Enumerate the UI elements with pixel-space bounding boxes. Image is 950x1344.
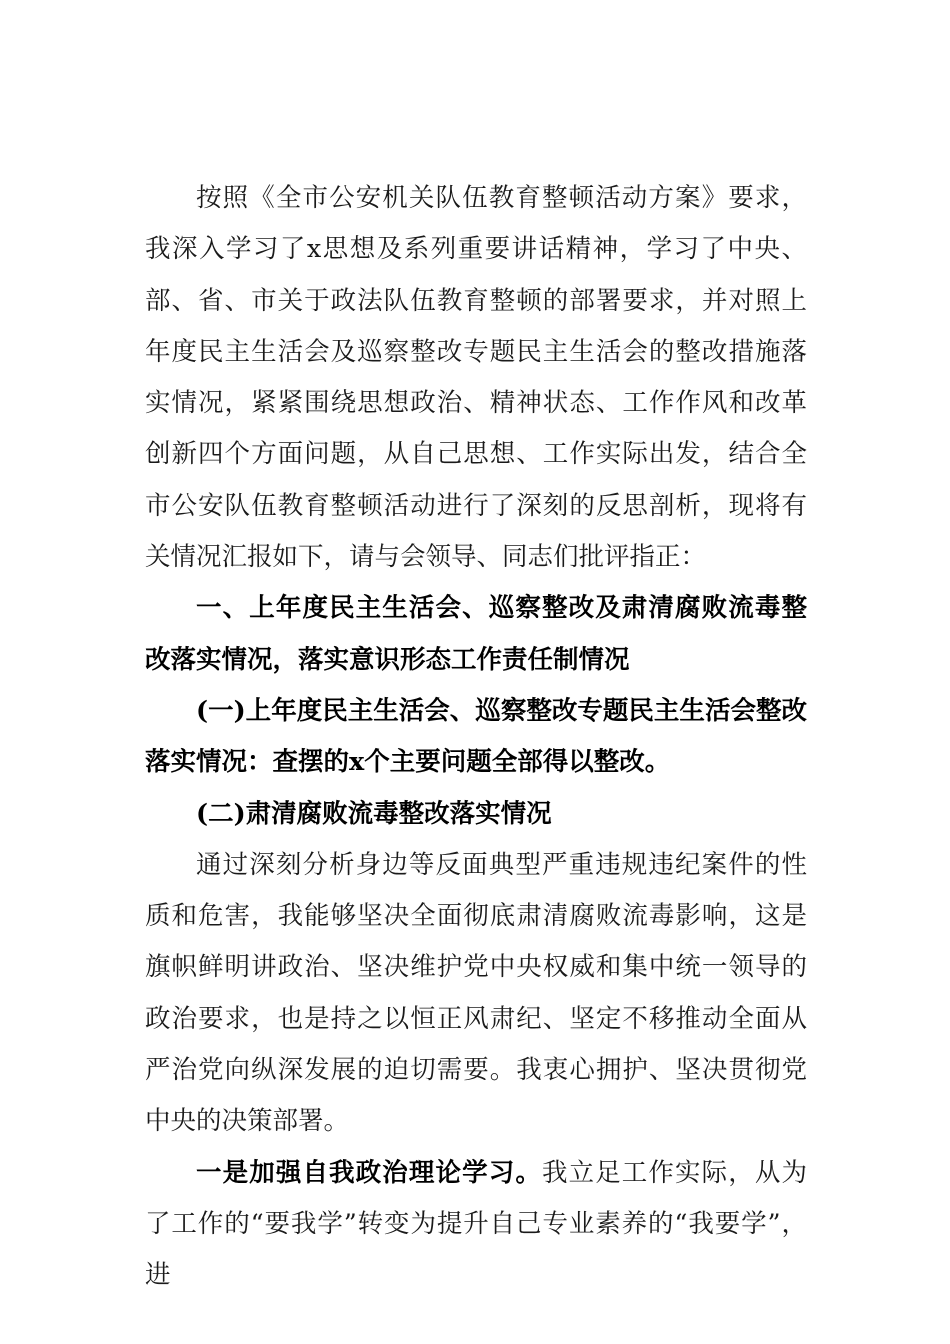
body-paragraph: 通过深刻分析身边等反面典型严重违规违纪案件的性质和危害，我能够坚决全面彻底肃清腐败流毒影响，这是旗帜鲜明讲政治、坚决维护党中央权威和集中统一领导的政治要求，也是持之以恒正风肃纪、坚定不移推动全面从严治党向纵深发展的迫切需要。我衷心拥护、坚决贯彻党中央的决策部署。	[145, 849, 807, 1137]
subsection-heading-2: (二)肃清腐败流毒整改落实情况	[196, 798, 552, 829]
section-heading-1: 一、上年度民主生活会、巡察整改及肃清腐败流毒整改落实情况，落实意识形态工作责任制情况	[145, 593, 807, 675]
document-body	[145, 173, 807, 1302]
point-lead: 一是加强自我政治理论学习。	[196, 1157, 542, 1188]
point-paragraph	[145, 1148, 807, 1302]
point-text: 我立足工作实际，从为了工作的“要我学”转变为提升自己专业素养的“我要学”，进	[145, 1157, 807, 1291]
intro-paragraph: 按照《全市公安机关队伍教育整顿活动方案》要求，我深入学习了x思想及系列重要讲话精神，学习了中央、部、省、市关于政法队伍教育整顿的部署要求，并对照上年度民主生活会及巡察整改专题民主生活会的整改措施落实情况，紧紧围绕思想政治、精神状态、工作作风和改革创新四个方面问题，从自己思想、工作实际出发，结合全市公安队伍教育整顿活动进行了深刻的反思剖析，现将有关情况汇报如下，请与会领导、同志们批评指正：	[145, 183, 807, 573]
subsection-heading-1: (一)上年度民主生活会、巡察整改专题民主生活会整改落实情况：查摆的x个主要问题全部得以整改。	[145, 695, 807, 778]
